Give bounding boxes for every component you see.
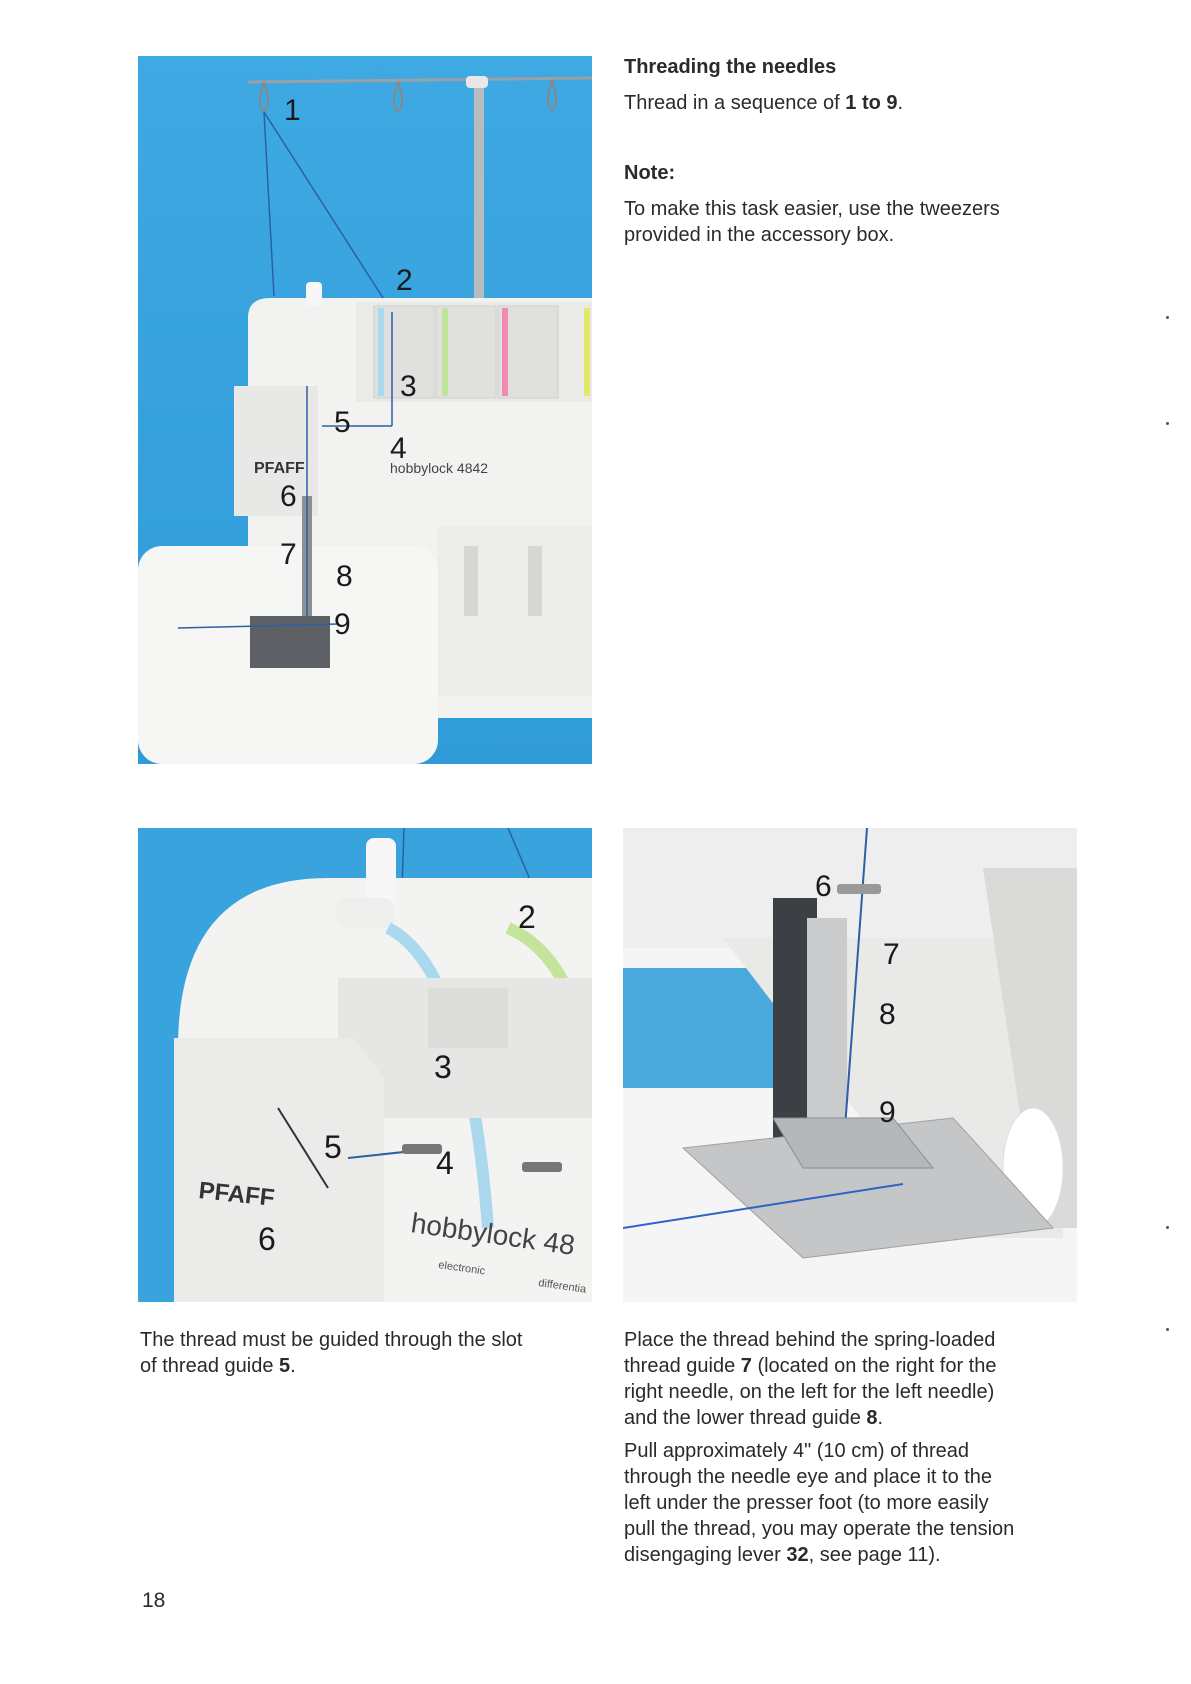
step-number: 3 bbox=[400, 370, 417, 403]
caption-bold-number: 8 bbox=[866, 1407, 878, 1429]
step-number: 9 bbox=[334, 608, 351, 641]
caption-bold-number: 5 bbox=[279, 1355, 291, 1377]
caption-spring-guide bbox=[624, 1327, 1094, 1431]
note-paragraph bbox=[624, 196, 1084, 248]
page-number: 18 bbox=[142, 1589, 166, 1612]
step-number: 3 bbox=[434, 1049, 452, 1085]
step-number: 5 bbox=[324, 1129, 342, 1165]
machine-brand-label: PFAFF bbox=[197, 1177, 276, 1212]
caption-line bbox=[624, 1405, 1094, 1431]
caption-pull-thread bbox=[624, 1438, 1094, 1568]
caption-text: of thread guide bbox=[140, 1355, 279, 1377]
machine-model-label: hobbylock 4842 bbox=[390, 460, 489, 476]
step-number: 6 bbox=[280, 480, 297, 513]
caption-text: thread guide bbox=[624, 1355, 741, 1377]
note-heading: Note: bbox=[624, 162, 676, 184]
caption-bold-number: 32 bbox=[786, 1544, 809, 1566]
note-line: provided in the accessory box. bbox=[624, 224, 895, 246]
electronic-label: electronic bbox=[437, 1259, 486, 1278]
caption-line bbox=[140, 1353, 600, 1379]
scan-speck bbox=[1166, 422, 1169, 425]
scan-speck bbox=[1166, 1226, 1169, 1229]
step-number: 5 bbox=[334, 406, 351, 439]
caption-line: left under the presser foot (to more easily bbox=[624, 1492, 989, 1514]
scan-speck bbox=[1166, 316, 1169, 319]
caption-line: The thread must be guided through the slot bbox=[140, 1329, 523, 1351]
step-number: 2 bbox=[396, 264, 413, 297]
caption-thread-guide-5 bbox=[140, 1327, 600, 1379]
caption-text: disengaging lever bbox=[624, 1544, 787, 1566]
differential-label: differentia bbox=[537, 1277, 587, 1296]
step-number: 8 bbox=[879, 998, 896, 1031]
section-heading: Threading the needles bbox=[624, 56, 837, 78]
step-number: 1 bbox=[284, 94, 301, 127]
caption-line: Pull approximately 4" (10 cm) of thread bbox=[624, 1440, 970, 1462]
step-number: 4 bbox=[436, 1145, 454, 1181]
caption-text: , see page 11). bbox=[808, 1544, 941, 1566]
step-number: 4 bbox=[390, 432, 407, 465]
step-number: 2 bbox=[518, 899, 536, 935]
caption-line: pull the thread, you may operate the tension bbox=[624, 1518, 1015, 1540]
caption-text: . bbox=[290, 1355, 296, 1377]
step-number: 6 bbox=[258, 1221, 276, 1257]
caption-line: Place the thread behind the spring-loaded bbox=[624, 1329, 996, 1351]
thread-guide-closeup-photo bbox=[138, 828, 592, 1302]
machine-model-label: hobbylock 48 bbox=[409, 1207, 577, 1261]
sequence-range: 1 to 9 bbox=[845, 92, 898, 114]
sequence-period: . bbox=[897, 92, 904, 114]
caption-text: (located on the right for the bbox=[751, 1355, 997, 1377]
presser-foot-closeup-photo bbox=[623, 828, 1077, 1302]
note-line: To make this task easier, use the tweezers bbox=[624, 198, 1000, 220]
caption-line: through the needle eye and place it to the bbox=[624, 1466, 993, 1488]
step-number: 6 bbox=[815, 870, 832, 903]
scan-speck bbox=[1166, 1328, 1169, 1331]
step-number: 8 bbox=[336, 560, 353, 593]
caption-bold-number: 7 bbox=[740, 1355, 752, 1377]
caption-line: right needle, on the left for the left needle) bbox=[624, 1381, 995, 1403]
threading-overview-photo bbox=[138, 56, 592, 764]
caption-line bbox=[624, 1542, 1094, 1568]
caption-line bbox=[624, 1353, 1094, 1379]
machine-brand-label: PFAFF bbox=[254, 460, 305, 477]
sequence-instruction bbox=[624, 90, 903, 116]
step-number: 7 bbox=[883, 938, 900, 971]
sequence-text: Thread in a sequence of bbox=[624, 92, 846, 114]
caption-text: . bbox=[877, 1407, 884, 1429]
caption-text: and the lower thread guide bbox=[624, 1407, 867, 1429]
step-number: 9 bbox=[879, 1096, 896, 1129]
step-number: 7 bbox=[280, 538, 297, 571]
